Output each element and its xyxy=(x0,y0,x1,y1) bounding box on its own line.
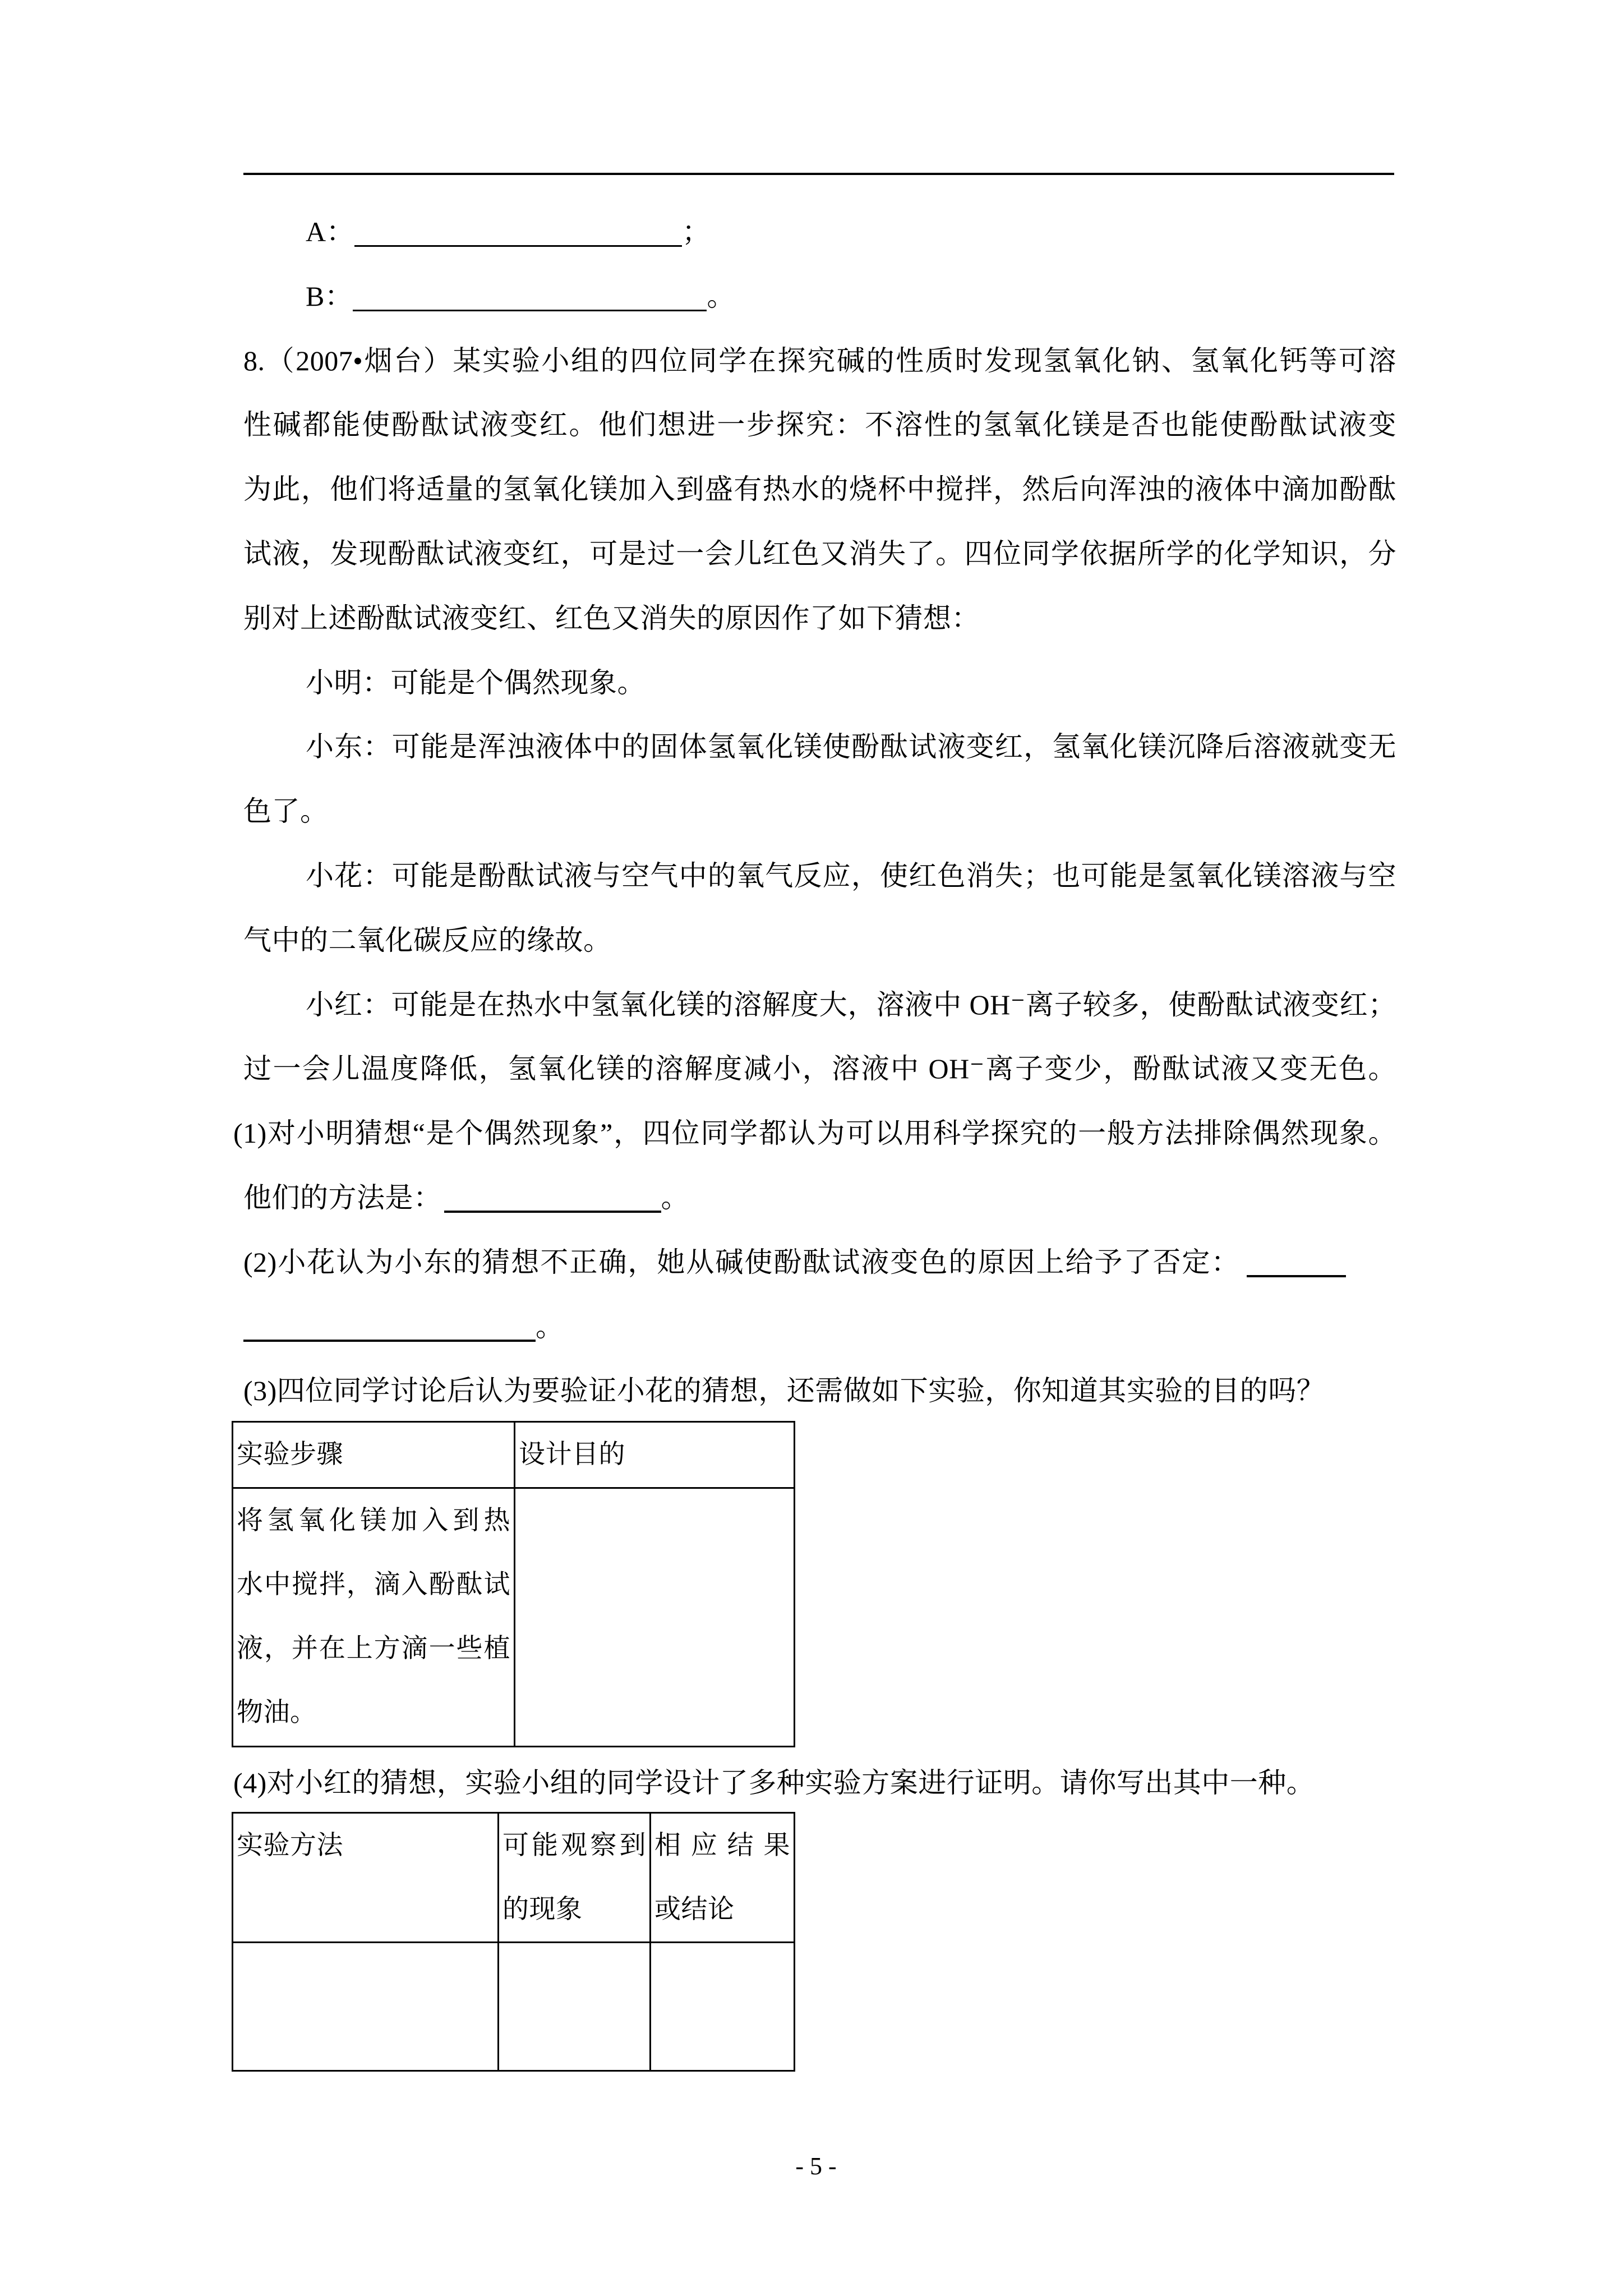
part-2-text: (2)小花认为小东的猜想不正确，她从碱使酚酞试液变色的原因上给予了否定： xyxy=(243,1246,1239,1278)
step-text-line: 将氢氧化镁加入到热 xyxy=(237,1506,510,1535)
part-2-end: 。 xyxy=(536,1310,564,1342)
conjecture-xiaodong-cont: 色了。 xyxy=(243,795,329,827)
table-row xyxy=(233,1943,795,2071)
part-2-blank-start xyxy=(1247,1275,1346,1277)
table-header-cell xyxy=(233,1813,499,1943)
part-3-question: (3)四位同学讨论后认为要验证小花的猜想，还需做如下实验，你知道其实验的目的吗？ xyxy=(243,1375,1325,1407)
table-cell-purpose-empty xyxy=(515,1488,795,1747)
question-stem-line: 8.（2007•烟台）某实验小组的四位同学在探究碱的性质时发现氢氧化钠、氢氧化钙等可溶 xyxy=(243,344,1396,376)
step-text-line: 水中搅拌，滴入酚酞试 xyxy=(237,1570,510,1599)
part-1-prompt: 他们的方法是： xyxy=(243,1181,442,1213)
answer-a-label: A： xyxy=(306,216,355,247)
table-header-row xyxy=(233,1813,795,1943)
conjecture-xiaohua: 小花：可能是酚酞试液与空气中的氧气反应，使红色消失；也可能是氢氧化镁溶液与空 xyxy=(306,859,1396,891)
table-header-cell xyxy=(233,1422,515,1488)
conjecture-xiaohua-cont: 气中的二氧化碳反应的缘故。 xyxy=(243,924,612,956)
part-2-blank xyxy=(243,1340,536,1342)
table-cell-step xyxy=(233,1488,515,1747)
table-cell-empty xyxy=(233,1943,499,2071)
table-row xyxy=(233,1488,795,1747)
part-1-question: (1)对小明猜想“是个偶然现象”，四位同学都认为可以用科学探究的一般方法排除偶然现象。 xyxy=(233,1117,1396,1149)
table-cell-empty xyxy=(651,1943,795,2071)
question-text-block xyxy=(233,200,1396,1423)
step-text-line: 液，并在上方滴一些植 xyxy=(237,1634,510,1663)
part-1-blank xyxy=(444,1211,661,1213)
header-phenomenon-line: 的现象 xyxy=(502,1895,583,1924)
answer-b-label: B： xyxy=(306,280,353,312)
header-method: 实验方法 xyxy=(237,1831,343,1860)
step-text-line: 物油。 xyxy=(237,1698,317,1727)
answer-b-blank xyxy=(353,310,707,311)
part-2-answer-line xyxy=(243,1295,1396,1359)
answer-line-b xyxy=(243,264,1396,329)
answer-a-blank xyxy=(354,245,682,247)
question-stem-line: 为此，他们将适量的氢氧化镁加入到盛有热水的烧杯中搅拌，然后向浑浊的液体中滴加酚酞 xyxy=(243,473,1396,505)
conjecture-xiaohong: 小红：可能是在热水中氢氧化镁的溶解度大，溶液中 OH⁻离子较多，使酚酞试液变红； xyxy=(306,988,1396,1020)
part-2-question xyxy=(243,1230,1396,1295)
experiment-purpose-table xyxy=(232,1421,795,1747)
header-phenomenon-line: 可能观察到 xyxy=(502,1831,646,1860)
answer-line-a xyxy=(243,200,1396,264)
table-header-cell xyxy=(515,1422,795,1488)
conjecture-xiaoming: 小明：可能是个偶然现象。 xyxy=(306,666,645,698)
answer-b-end: 。 xyxy=(707,280,735,312)
table-header-row xyxy=(233,1422,795,1488)
table-cell-empty xyxy=(499,1943,651,2071)
header-conclusion-line: 相应结果 xyxy=(654,1831,790,1860)
header-rule xyxy=(243,173,1394,175)
header-steps: 实验步骤 xyxy=(237,1440,343,1469)
part-1-answer-line xyxy=(243,1166,1396,1230)
question-stem-line: 别对上述酚酞试液变红、红色又消失的原因作了如下猜想： xyxy=(243,602,980,634)
conjecture-xiaodong: 小东：可能是浑浊液体中的固体氢氧化镁使酚酞试液变红，氢氧化镁沉降后溶液就变无 xyxy=(306,731,1396,763)
part-4-block xyxy=(233,1751,1396,1815)
answer-a-end: ； xyxy=(682,216,711,247)
part-4-question: (4)对小红的猜想，实验小组的同学设计了多种实验方案进行证明。请你写出其中一种。 xyxy=(233,1767,1315,1798)
page-number: - 5 - xyxy=(795,2152,837,2180)
experiment-method-table xyxy=(232,1812,795,2072)
table-header-cell xyxy=(499,1813,651,1943)
header-purpose: 设计目的 xyxy=(519,1440,625,1469)
question-stem-line: 性碱都能使酚酞试液变红。他们想进一步探究：不溶性的氢氧化镁是否也能使酚酞试液变 xyxy=(243,409,1396,441)
part-1-end: 。 xyxy=(661,1181,689,1213)
question-stem-line: 试液，发现酚酞试液变红，可是过一会儿红色又消失了。四位同学依据所学的化学知识，分 xyxy=(243,537,1396,569)
conjecture-xiaohong-cont: 过一会儿温度降低，氢氧化镁的溶解度减小，溶液中 OH⁻离子变少，酚酞试液又变无色。 xyxy=(243,1053,1396,1085)
table-header-cell xyxy=(651,1813,795,1943)
header-conclusion-line: 或结论 xyxy=(654,1895,735,1924)
